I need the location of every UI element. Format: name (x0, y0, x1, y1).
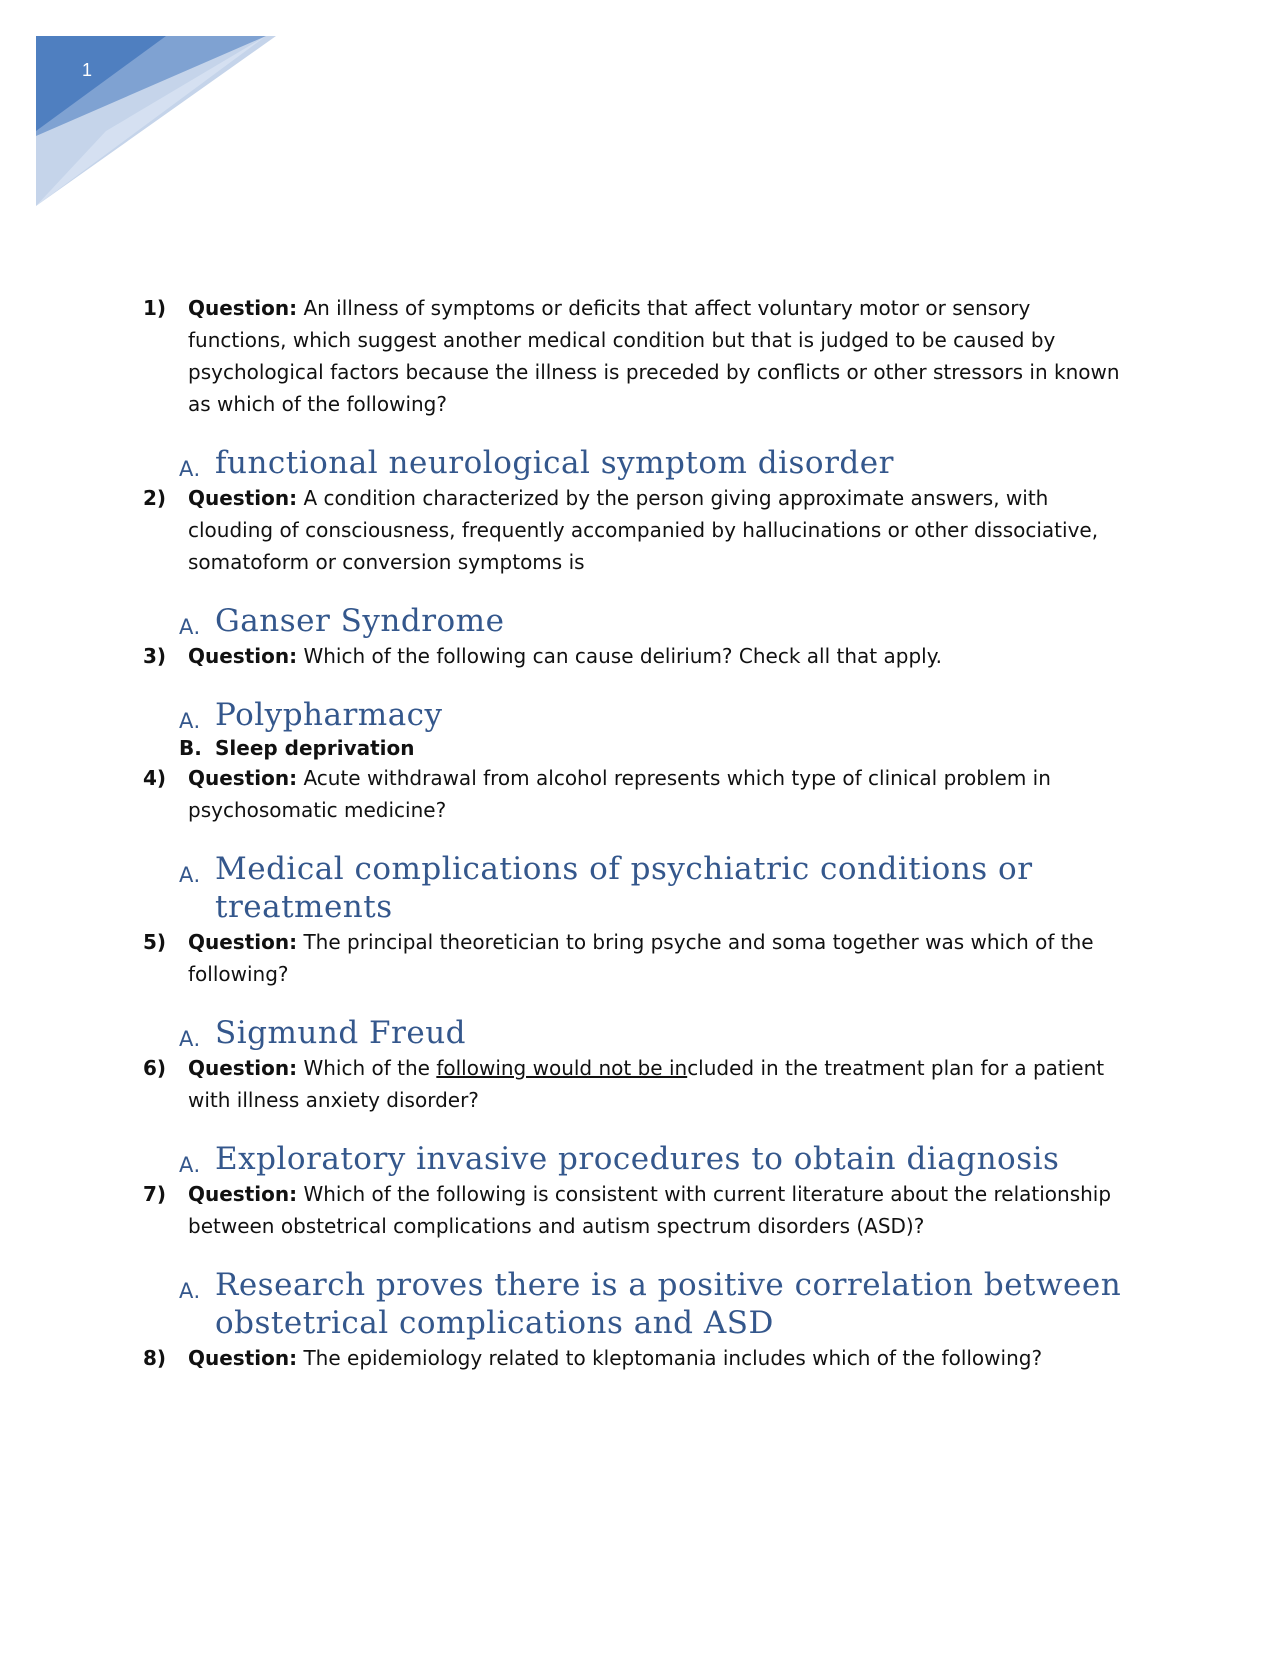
answer-1a (143, 444, 1143, 482)
question-number: 5) (143, 930, 167, 954)
answer-text: Exploratory invasive procedures to obtain diagnosis (215, 1141, 1060, 1177)
answer-text: Sigmund Freud (215, 1015, 467, 1051)
question-label: Question: (188, 930, 298, 954)
answer-text: functional neurological symptom disorder (215, 445, 894, 481)
answer-4a (143, 850, 1143, 926)
question-2 (143, 482, 1133, 578)
question-text: A condition characterized by the person giving approximate answers, with clouding of consciousness, frequently accompanied by hallucinations or other dissociative, somatoform or conversion symptoms is (188, 486, 1099, 574)
question-label: Question: (188, 1056, 298, 1080)
question-text: Which of the following can cause delirium? Check all that apply. (297, 644, 943, 668)
question-number: 1) (143, 296, 167, 320)
question-6 (143, 1052, 1133, 1116)
corner-decoration (36, 36, 276, 206)
answer-6a (143, 1140, 1143, 1178)
answer-letter: B. (179, 736, 202, 760)
answer-letter: A. (179, 863, 201, 887)
answer-letter: A. (179, 457, 201, 481)
question-label: Question: (188, 766, 298, 790)
question-3 (143, 640, 1133, 672)
answer-3a (143, 696, 1143, 734)
answer-text: Medical complications of psychiatric conditions or treatments (215, 851, 1033, 925)
answer-2a (143, 602, 1143, 640)
answer-3b (143, 734, 1143, 762)
answer-text: Ganser Syndrome (215, 603, 505, 639)
question-label: Question: (188, 1346, 298, 1370)
question-text: An illness of symptoms or deficits that affect voluntary motor or sensory functions, which suggest another medical condition but that is judged to be caused by psychological factors because the illness is preceded by conflicts or other stressors in known as which of the following? (188, 296, 1120, 416)
question-number: 3) (143, 644, 167, 668)
question-5 (143, 926, 1133, 990)
question-number: 6) (143, 1056, 167, 1080)
question-8 (143, 1342, 1133, 1374)
question-label: Question: (188, 1182, 298, 1206)
page-number: 1 (82, 60, 93, 80)
question-text-after: cluded in the treatment plan for a patient with illness anxiety disorder? (188, 1056, 1105, 1112)
question-7 (143, 1178, 1133, 1242)
question-label: Question: (188, 296, 298, 320)
answer-text: Research proves there is a positive correlation between obstetrical complications and ASD (215, 1267, 1122, 1341)
question-number: 7) (143, 1182, 167, 1206)
answer-5a (143, 1014, 1143, 1052)
question-text: The principal theoretician to bring psyche and soma together was which of the following? (188, 930, 1094, 986)
answer-text: Polypharmacy (215, 697, 443, 733)
question-label: Question: (188, 644, 298, 668)
question-1 (143, 292, 1133, 420)
question-number: 2) (143, 486, 167, 510)
question-number: 4) (143, 766, 167, 790)
answer-letter: A. (179, 615, 201, 639)
question-text: Acute withdrawal from alcohol represents which type of clinical problem in psychosomatic medicine? (188, 766, 1051, 822)
question-text-underlined: following would not be in (436, 1056, 688, 1080)
answer-letter: A. (179, 1279, 201, 1303)
question-list (143, 292, 1143, 1374)
question-4 (143, 762, 1133, 826)
question-text: The epidemiology related to kleptomania includes which of the following? (297, 1346, 1043, 1370)
answer-letter: A. (179, 1153, 201, 1177)
answer-letter: A. (179, 709, 201, 733)
answer-text: Sleep deprivation (215, 736, 415, 760)
question-label: Question: (188, 486, 298, 510)
question-number: 8) (143, 1346, 167, 1370)
answer-7a (143, 1266, 1143, 1342)
answer-letter: A. (179, 1027, 201, 1051)
question-text-before: Which of the (297, 1056, 437, 1080)
question-text: Which of the following is consistent with current literature about the relationship between obstetrical complications and autism spectrum disorders (ASD)? (188, 1182, 1112, 1238)
